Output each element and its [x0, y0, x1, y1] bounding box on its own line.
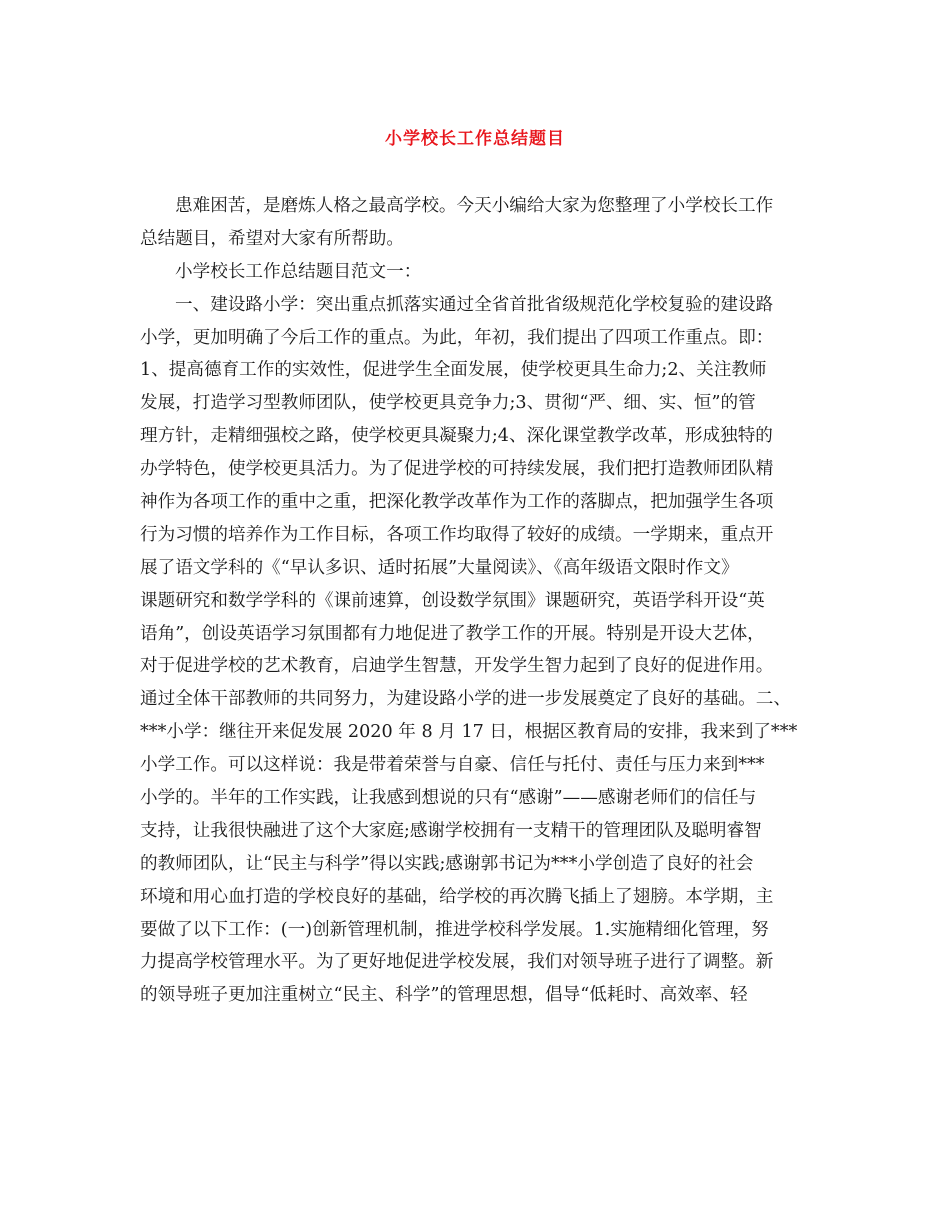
body-line: 环境和用心血打造的学校良好的基础，给学校的再次腾飞插上了翅膀。本学期，主 [140, 886, 774, 907]
body-line: 一、建设路小学：突出重点抓落实通过全省首批省级规范化学校复验的建设路 [175, 294, 774, 315]
body-line: 行为习惯的培养作为工作目标，各项工作均取得了较好的成绩。一学期来，重点开 [140, 524, 774, 545]
body-line: 要做了以下工作：(一)创新管理机制，推进学校科学发展。1.实施精细化管理，努 [140, 919, 769, 940]
body-line: 理方针，走精细强校之路，使学校更具凝聚力;4、深化课堂教学改革，形成独特的 [140, 426, 773, 447]
document-body [140, 190, 815, 1012]
body-line: 办学特色，使学校更具活力。为了促进学校的可持续发展，我们把打造教师团队精 [140, 459, 774, 480]
body-line: 支持，让我很快融进了这个大家庭;感谢学校拥有一支精干的管理团队及聪明睿智 [140, 820, 762, 841]
body-line: 小学校长工作总结题目范文一： [175, 261, 422, 282]
body-line: 的教师团队，让“民主与科学”得以实践;感谢郭书记为***小学创造了良好的社会 [140, 853, 754, 874]
body-line: 小学的。半年的工作实践，让我感到想说的只有“感谢”——感谢老师们的信任与 [140, 788, 757, 809]
body-line: 患难困苦，是磨炼人格之最高学校。今天小编给大家为您整理了小学校长工作 [175, 196, 774, 216]
body-line: ***小学：继往开来促发展 2020 年 8 月 17 日，根据区教育局的安排，我来到了*** [140, 722, 798, 743]
body-line: 展了语文学科的《“早认多识、适时拓展”大量阅读》、《高年级语文限时作文》 [140, 557, 739, 578]
body-line: 小学工作。可以这样说：我是带着荣誉与自豪、信任与托付、责任与压力来到*** [140, 755, 765, 776]
body-line: 对于促进学校的艺术教育，启迪学生智慧，开发学生智力起到了良好的促进作用。 [140, 656, 774, 677]
body-line: 的领导班子更加注重树立“民主、科学”的管理思想，倡导“低耗时、高效率、轻 [140, 985, 748, 1006]
body-line: 小学，更加明确了今后工作的重点。为此，年初，我们提出了四项工作重点。即： [140, 327, 774, 348]
body-line: 课题研究和数学学科的《课前速算，创设数学氛围》课题研究，英语学科开设“英 [140, 590, 765, 611]
document-title: 小学校长工作总结题目 [385, 129, 565, 149]
body-line: 1、提高德育工作的实效性，促进学生全面发展，使学校更具生命力;2、关注教师 [140, 360, 767, 381]
body-line: 通过全体干部教师的共同努力，为建设路小学的进一步发展奠定了良好的基础。二、 [140, 689, 791, 710]
body-line: 力提高学校管理水平。为了更好地促进学校发展，我们对领导班子进行了调整。新 [140, 952, 774, 973]
body-line: 神作为各项工作的重中之重，把深化教学改革作为工作的落脚点，把加强学生各项 [140, 492, 774, 513]
body-line: 总结题目，希望对大家有所帮助。 [140, 228, 404, 249]
body-line: 发展，打造学习型教师团队，使学校更具竞争力;3、贯彻“严、细、实、恒”的管 [140, 393, 756, 414]
body-line: 语角”，创设英语学习氛围都有力地促进了教学工作的开展。特别是开设大艺体， [140, 623, 765, 644]
